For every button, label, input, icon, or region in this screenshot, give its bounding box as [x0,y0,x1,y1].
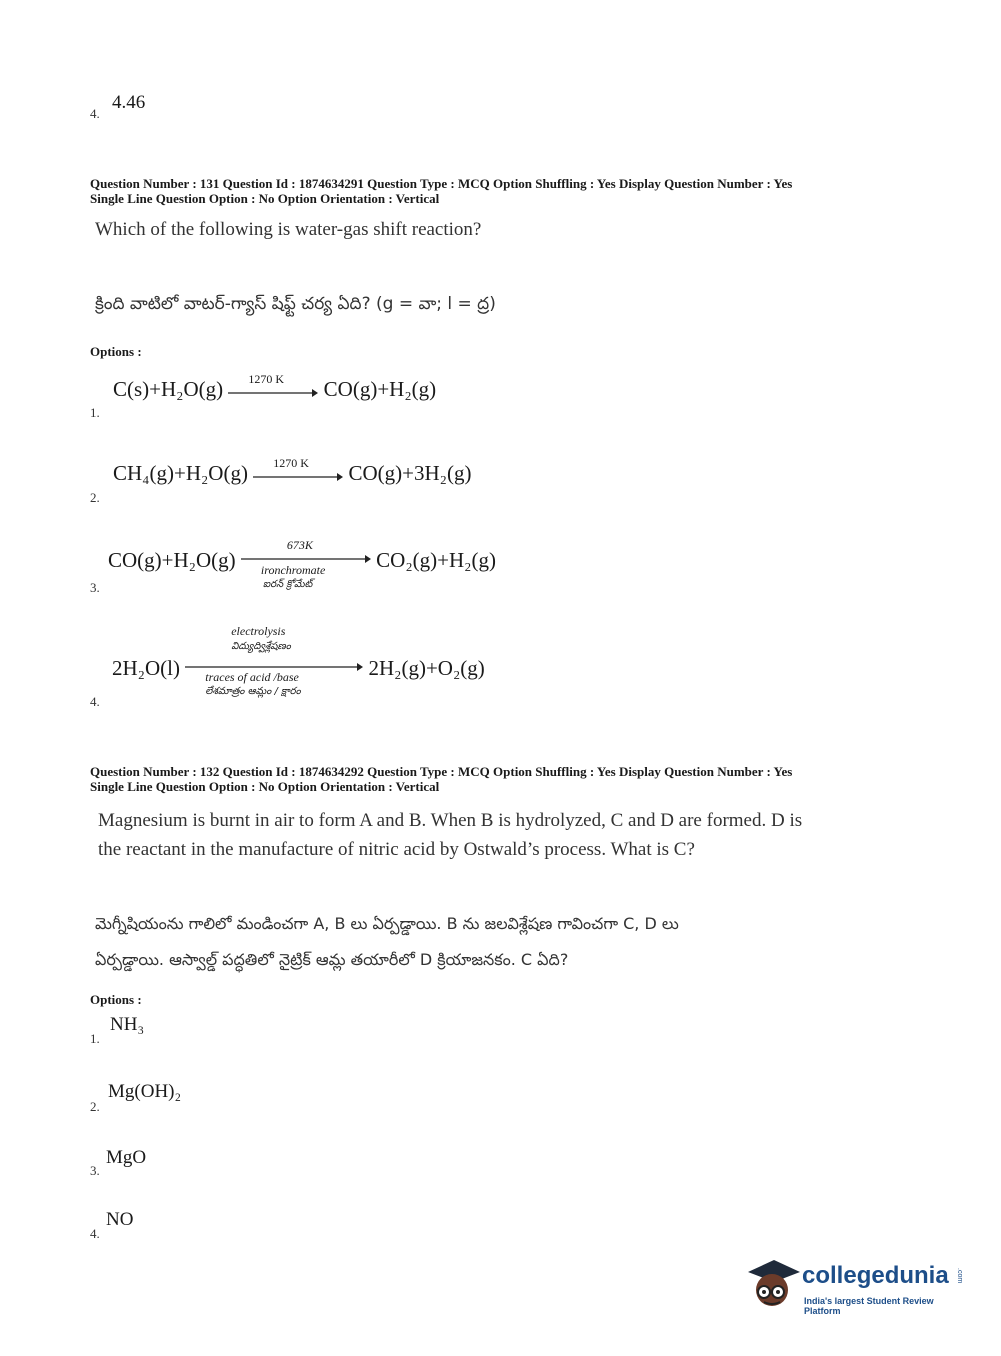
option-text: NH₃ [110,1014,145,1035]
meta-line: Single Line Question Option : No Option Orientation : Vertical [90,191,440,206]
logo-tagline: India's largest Student Review Platform [804,1296,934,1316]
option-text: NO [106,1209,134,1230]
option-number: 1. [90,405,100,420]
question-text-te: క్రింది వాటిలో వాటర్-గ్యాస్ షిఫ్ట్ చర్య ఏది? (g = వా; l = ద్ర) [95,294,496,314]
arrow-condition-above: electrolysis [231,624,286,638]
arrow-condition-above-te: విద్యుద్విశ్లేషణం [231,641,291,652]
question-text-en: Which of the following is water-gas shift reaction? [95,219,482,240]
option-number: 4. [90,694,100,709]
equation-option-3 [108,538,496,590]
arrow-condition-above: 1270 K [273,456,309,470]
arrow-condition-below: traces of acid /base [205,670,299,684]
mascot-icon [742,1252,800,1310]
meta-line: Single Line Question Option : No Option Orientation : Vertical [90,779,440,794]
question-meta-131 [90,176,950,206]
reaction-arrow [185,624,363,697]
reactants: CH₄(g)+H₂O(g) [113,460,248,485]
options-label: Options : [90,992,142,1007]
arrow-icon [253,472,343,482]
products: CO(g)+3H₂(g) [348,460,472,485]
question-meta-132 [90,764,950,794]
option-number: 1. [90,1031,100,1046]
option-number: 4. [90,106,100,121]
reactants: C(s)+H₂O(g) [113,376,224,401]
question-text-en [98,806,802,864]
reaction-arrow [228,374,318,408]
option-text: Mg(OH)₂ [108,1081,182,1102]
equation-option-4 [112,624,485,697]
option-number: 3. [90,580,100,595]
products: CO₂(g)+H₂(g) [376,547,496,572]
products: 2H₂(g)+O₂(g) [368,655,485,680]
logo-suffix: .com [956,1268,963,1284]
question-line: మెగ్నీషియంను గాలిలో మండించగా A, B లు ఏర్పడ్డాయి. B ను జలవిశ్లేషణ గావించగా C, D లు [95,914,679,933]
arrow-condition-above: 673K [286,538,313,552]
question-text-te [95,906,679,978]
option-number: 3. [90,1163,100,1178]
question-line: Magnesium is burnt in air to form A and B. When B is hydrolyzed, C and D are formed. D is [98,810,803,831]
arrow-condition-above: 1270 K [248,372,285,386]
collegedunia-logo [742,1252,972,1314]
option-text: 4.46 [112,92,146,113]
meta-line: Question Number : 132 Question Id : 1874634292 Question Type : MCQ Option Shuffling : Yes Display Question Number : Yes [90,764,793,779]
arrow-icon [228,388,318,398]
products: CO(g)+H₂(g) [323,376,437,401]
arrow-condition-below-te: ఐరన్ క్రోమేట్ [262,579,313,590]
question-line: the reactant in the manufacture of nitric acid by Ostwald’s process. What is C? [98,839,695,860]
arrow-condition-below: ironchromate [260,563,326,577]
logo-name: collegedunia [802,1262,949,1289]
option-text: MgO [106,1147,147,1168]
meta-line: Question Number : 131 Question Id : 1874634291 Question Type : MCQ Option Shuffling : Yes Display Question Number : Yes [90,176,793,191]
equation-option-1 [113,374,436,408]
reaction-arrow [253,458,343,492]
arrow-condition-below-te: లేశమాత్రం ఆమ్లం / క్షారం [205,686,301,697]
reaction-arrow [241,538,371,590]
reactants: CO(g)+H₂O(g) [108,547,236,572]
options-label: Options : [90,344,142,359]
equation-option-2 [113,458,471,492]
option-number: 2. [90,1099,100,1114]
reactants: 2H₂O(l) [112,655,180,680]
option-number: 2. [90,490,100,505]
option-number: 4. [90,1226,100,1241]
question-line: ఏర్పడ్డాయి. ఆస్వాల్డ్ పద్ధతిలో నైట్రిక్ ఆమ్ల తయారీలో D క్రియాజనకం. C ఏది? [95,950,569,969]
